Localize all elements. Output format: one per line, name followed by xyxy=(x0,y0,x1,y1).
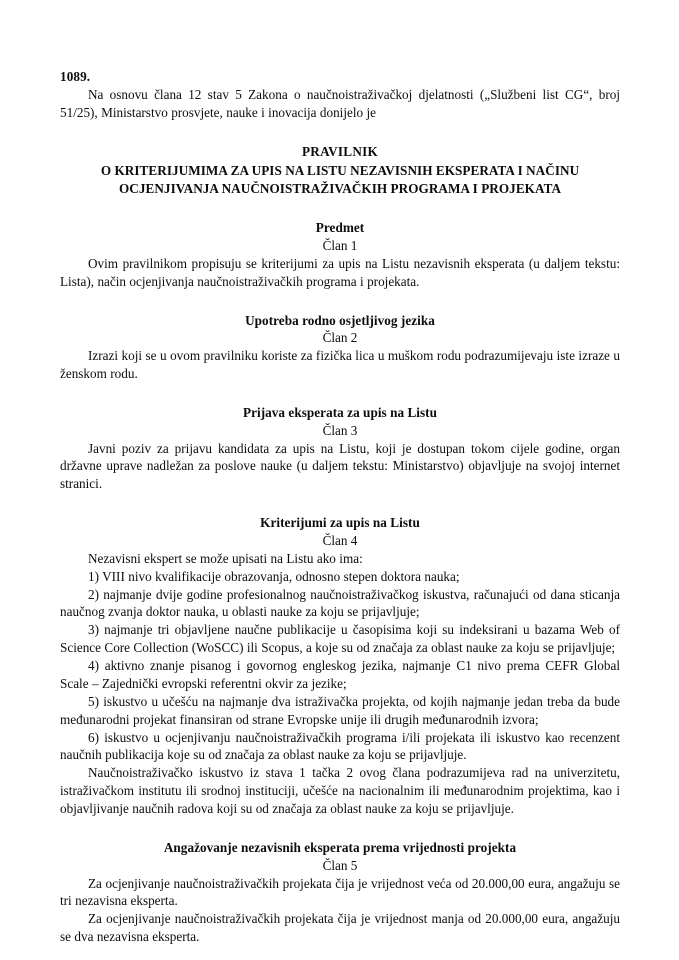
article-label: Član 5 xyxy=(322,857,358,873)
article-label: Član 1 xyxy=(322,238,358,254)
document-content xyxy=(60,68,620,946)
section-kriterijumi xyxy=(60,514,620,818)
criteria-item: 5) iskustvo u učešću na najmanje dva istraživačka projekta, od kojih najmanje jedan treba da bude međunarodni projekat finansiran od strane Evropske unije ili drugih međunarodnih izvora; xyxy=(60,693,620,727)
section-prijava-eksperata xyxy=(60,404,620,493)
section-paragraph: Javni poziv za prijavu kandidata za upis na Listu, koji je dostupan tokom cijele godine, organ državne uprave nadležan za poslove nauke (u daljem tekstu: Ministarstvo) objavljuje na svojoj internet stranici. xyxy=(60,440,620,492)
title-third-line: OCJENJIVANJA NAUČNOISTRAŽIVAČKIH PROGRAMA I PROJEKATA xyxy=(118,180,562,196)
document-number: 1089. xyxy=(60,69,91,84)
title-main-line: PRAVILNIK xyxy=(301,144,379,160)
criteria-item: 6) iskustvo u ocjenjivanju naučnoistraživačkih programa i/ili projekata ili iskustvo kao recenzent naučnih publikacija koje su od značaja za oblast nauke za koju se prijavljuje. xyxy=(60,729,620,763)
article-label: Član 3 xyxy=(322,422,358,438)
section-heading: Predmet xyxy=(315,220,365,236)
section-heading: Angažovanje nezavisnih eksperata prema vrijednosti projekta xyxy=(163,839,517,855)
section-paragraph: Za ocjenjivanje naučnoistraživačkih projekata čija je vrijednost manja od 20.000,00 eura, angažuju se dva nezavisna eksperta. xyxy=(60,911,620,945)
section-paragraph: Nezavisni ekspert se može upisati na Listu ako ima: xyxy=(88,550,363,566)
spacer xyxy=(60,818,620,839)
section-heading: Prijava eksperata za upis na Listu xyxy=(242,404,438,420)
spacer xyxy=(60,122,620,143)
spacer xyxy=(60,493,620,514)
document-title xyxy=(60,143,620,198)
spacer xyxy=(60,198,620,219)
spacer xyxy=(60,291,620,312)
title-second-line: O KRITERIJUMIMA ZA UPIS NA LISTU NEZAVISNIH EKSPERATA I NAČINU xyxy=(100,162,580,178)
article-label: Član 4 xyxy=(322,533,358,549)
section-angazovanje xyxy=(60,839,620,946)
spacer xyxy=(60,383,620,404)
preamble-paragraph: Na osnovu člana 12 stav 5 Zakona o naučnoistraživačkoj djelatnosti („Službeni list CG“, broj 51/25), Ministarstvo prosvjete, nauke i inovacija donijelo je xyxy=(60,87,620,121)
criteria-item: 1) VIII nivo kvalifikacije obrazovanja, odnosno stepen doktora nauka; xyxy=(88,568,460,584)
section-paragraph: Ovim pravilnikom propisuju se kriterijumi za upis na Listu nezavisnih eksperata (u daljem tekstu: Lista), način ocjenjivanja naučnoistraživačkih programa i projekata. xyxy=(60,255,620,289)
section-paragraph: Naučnoistraživačko iskustvo iz stava 1 tačka 2 ovog člana podrazumijeva rad na univerzitetu, istraživačkom institutu ili srodnoj instituciji, učešće na nacionalnim ili međunarodnim projektima, kao i objavljivanje naučnih radova koji su od značaja za oblast nauke za koju se prijavljuje. xyxy=(60,765,620,817)
section-heading: Kriterijumi za upis na Listu xyxy=(260,515,420,531)
criteria-item: 3) najmanje tri objavljene naučne publikacije u časopisima koji su indeksirani u bazama Web of Science Core Collection (WoSCC) ili Scopus, a koje su od značaja za oblast nauke za koju se prijavljuje; xyxy=(60,622,620,656)
criteria-item: 4) aktivno znanje pisanog i govornog engleskog jezika, najmanje C1 nivo prema CEFR Global Scale – Zajednički evropski referentni okvir za jezike; xyxy=(60,658,620,691)
article-label: Član 2 xyxy=(322,330,358,346)
section-paragraph: Za ocjenjivanje naučnoistraživačkih projekata čija je vrijednost veća od 20.000,00 eura, angažuju se tri nezavisna eksperta. xyxy=(60,875,620,909)
section-heading: Upotreba rodno osjetljivog jezika xyxy=(245,312,435,328)
section-rodno-osjetljiv-jezik xyxy=(60,312,620,383)
section-paragraph: Izrazi koji se u ovom pravilniku koriste za fizička lica u muškom rodu podrazumijevaju iste izraze u ženskom rodu. xyxy=(60,348,620,382)
criteria-item: 2) najmanje dvije godine profesionalnog naučnoistraživačkog iskustva, računajući od dana sticanja naučnog zvanja doktor nauka, u oblasti nauke za koju se prijavljuje; xyxy=(60,586,620,620)
section-predmet xyxy=(60,219,620,290)
